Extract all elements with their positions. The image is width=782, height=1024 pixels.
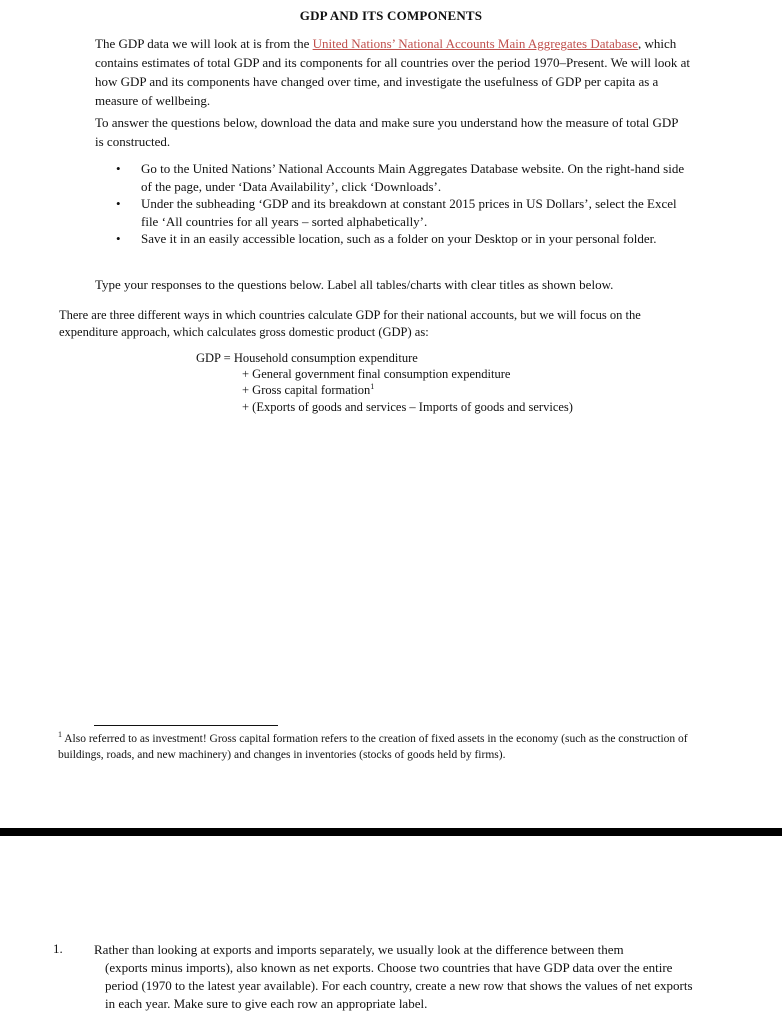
expenditure-approach-paragraph: There are three different ways in which countries calculate GDP for their national accounts, but we will focus on the expenditure approach, which calculates gross domestic product (GDP) as: — [59, 308, 641, 339]
bullet-icon: • — [116, 196, 121, 211]
list-item-text: Go to the United Nations’ National Accounts Main Aggregates Database website. On the right-hand side of the page, under ‘Data Availability’, click ‘Downloads’. — [141, 161, 685, 194]
page-title: GDP AND ITS COMPONENTS — [299, 8, 483, 23]
intro-text-before-link: The GDP data we will look at is from the — [95, 36, 313, 51]
footnote — [58, 731, 698, 763]
intro-paragraph — [95, 34, 695, 110]
list-item — [116, 160, 696, 195]
list-item-text: Save it in an easily accessible location, such as a folder on your Desktop or in your personal folder. — [141, 231, 657, 246]
list-item-text: Under the subheading ‘GDP and its breakdown at constant 2015 prices in US Dollars’, select the Excel file ‘All countries for all years – sorted alphabetically’. — [141, 196, 677, 229]
footnote-divider — [94, 725, 278, 726]
footnote-ref[interactable]: 1 — [370, 381, 375, 391]
list-item — [116, 195, 696, 230]
formula-line-gdp: GDP = Household consumption expenditure — [196, 351, 418, 365]
bullet-icon: • — [116, 161, 121, 176]
page-break-bar — [0, 828, 782, 836]
instructions-paragraph: To answer the questions below, download the data and make sure you understand how the measure of total GDP is constructed. — [95, 115, 678, 149]
question-continuation: (exports minus imports), also known as net exports. Choose two countries that have GDP data over the entire period (1970 to the latest year available). For each country, create a new row that shows the values of net exports in each year. Make sure to give each row an appropriate label. — [105, 960, 693, 1011]
footnote-text: Also referred to as investment! Gross capital formation refers to the creation of fixed assets in the economy (such as the construction of buildings, roads, and new machinery) and changes in inventories (stocks of goods held by firms). — [58, 733, 688, 761]
intro-text-after-link: , which contains estimates of total GDP and its components for all countries over the period 1970–Present. We will look at how GDP and its components have changed over time, and investigate the usefulness of GDP per capita as a measure of wellbeing. — [95, 36, 691, 108]
question-text — [94, 941, 694, 1013]
formula-capital-text: + Gross capital formation — [242, 383, 371, 397]
list-item — [116, 230, 696, 248]
type-responses-paragraph: Type your responses to the questions below. Label all tables/charts with clear titles as shown below. — [95, 277, 614, 292]
question-number: 1. — [53, 941, 63, 956]
formula-line-government: + General government final consumption expenditure — [242, 367, 511, 381]
footnote-marker: 1 — [58, 730, 62, 740]
bullet-icon: • — [116, 231, 121, 246]
formula-line-capital — [242, 382, 374, 399]
download-steps-list — [116, 160, 696, 248]
formula-line-net-exports: + (Exports of goods and services – Imports of goods and services) — [242, 400, 573, 414]
un-database-link[interactable]: United Nations’ National Accounts Main Aggregates Database — [312, 36, 638, 51]
question-first-line: Rather than looking at exports and imports separately, we usually look at the difference between them — [94, 942, 624, 957]
